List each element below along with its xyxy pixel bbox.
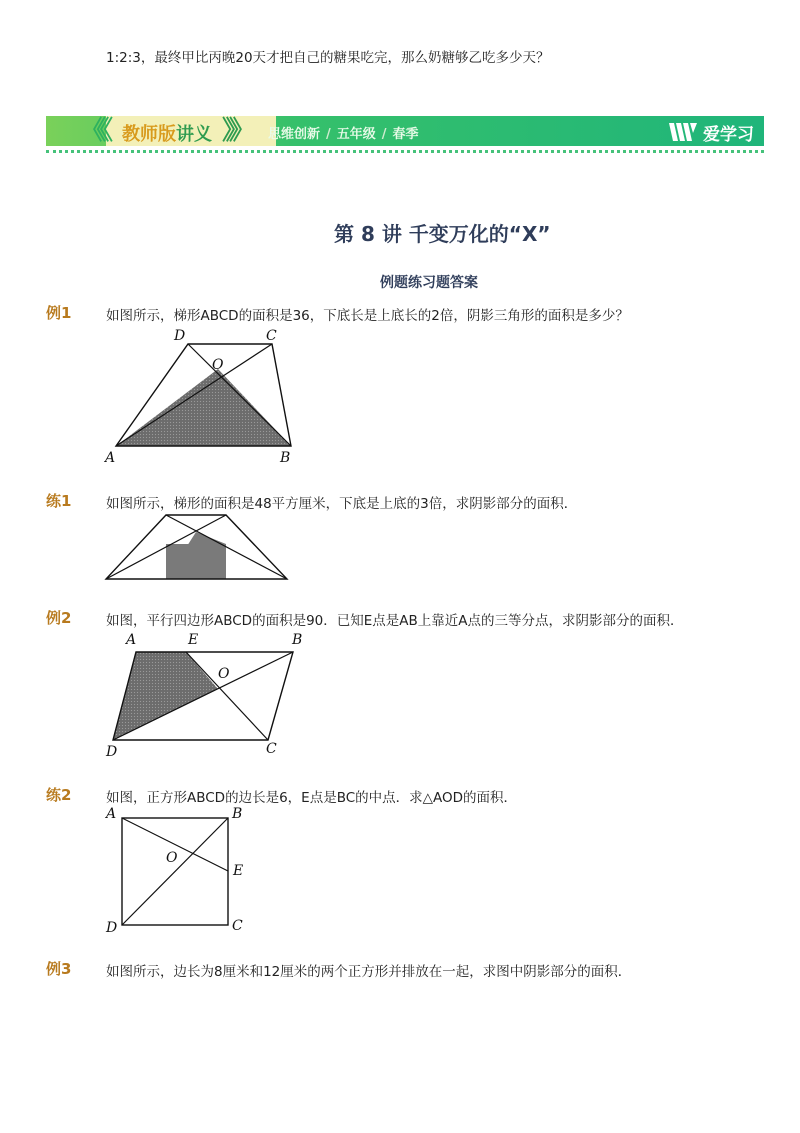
breadcrumb-item: 春季 — [392, 127, 419, 142]
brand-name: 爱学习 — [703, 124, 754, 145]
question-label: 例1 — [46, 304, 72, 322]
breadcrumb-item: 思维创新 — [268, 127, 321, 142]
vertex-label-o: O — [212, 357, 224, 373]
vertex-label-o: O — [166, 850, 178, 866]
question-text: 如图所示，梯形ABCD的面积是36，下底长是上底长的2倍，阴影三角形的面积是多少？ — [106, 308, 629, 324]
breadcrumb-separator: / — [381, 127, 387, 142]
square-abcd-figure — [100, 804, 260, 939]
question-text: 如图，正方形ABCD的边长是6，E点是BC的中点．求△AOD的面积． — [106, 790, 518, 806]
vertex-label-c: C — [266, 741, 277, 757]
shaded-triangle — [116, 369, 291, 446]
vertex-label-d: D — [174, 328, 186, 344]
carryover-question-text: 1:2:3，最终甲比丙晚20天才把自己的糖果吃完，那么奶糖够乙吃多少天？ — [106, 50, 550, 66]
vertex-label-d: D — [106, 920, 118, 936]
vertex-label-c: C — [266, 328, 277, 344]
banner-title — [122, 120, 212, 146]
breadcrumb-separator: / — [326, 127, 331, 142]
vertex-label-b: B — [292, 632, 303, 648]
trapezoid-abcd-figure — [100, 325, 310, 470]
vertex-label-a: A — [126, 632, 137, 648]
section-title: 例题练习题答案 — [380, 275, 478, 291]
question-label: 练1 — [46, 492, 72, 510]
question-label: 练2 — [46, 786, 72, 804]
parallelogram-abcd-figure — [100, 628, 310, 763]
breadcrumb-item: 五年级 — [336, 127, 376, 142]
vertex-label-a: A — [106, 806, 117, 822]
vertex-label-e: E — [188, 632, 199, 648]
banner-dotted-divider — [46, 150, 764, 153]
vertex-label-b: B — [280, 450, 291, 466]
vertex-label-o: O — [218, 666, 230, 682]
chevron-left-icon: 《《 — [80, 116, 108, 146]
lecture-title: 第 8 讲 千变万化的“X” — [334, 222, 551, 246]
banner-title-part1: 教师版 — [122, 124, 176, 145]
diagonal-db — [122, 818, 228, 925]
vertex-label-c: C — [232, 918, 243, 934]
vertex-label-e: E — [233, 863, 244, 879]
brand-logo — [669, 120, 754, 144]
brand-mark-icon — [669, 121, 697, 143]
header-banner — [46, 116, 764, 146]
question-text: 如图所示，边长为8厘米和12厘米的两个正方形并排放在一起，求图中阴影部分的面积． — [106, 964, 632, 980]
vertex-label-a: A — [105, 450, 116, 466]
question-text: 如图，平行四边形ABCD的面积是90．已知E点是AB上靠近A点的三等分点，求阴影部分的面积． — [106, 613, 684, 629]
chevron-right-icon: 》》 — [222, 116, 250, 146]
trapezoid-figure — [100, 510, 300, 585]
breadcrumb — [268, 123, 419, 142]
question-label: 例2 — [46, 609, 72, 627]
vertex-label-b: B — [232, 806, 243, 822]
question-label: 例3 — [46, 960, 72, 978]
banner-title-part2: 讲义 — [176, 124, 212, 145]
vertex-label-d: D — [106, 744, 118, 760]
question-text: 如图所示，梯形的面积是48平方厘米，下底是上底的3倍，求阴影部分的面积． — [106, 496, 578, 512]
